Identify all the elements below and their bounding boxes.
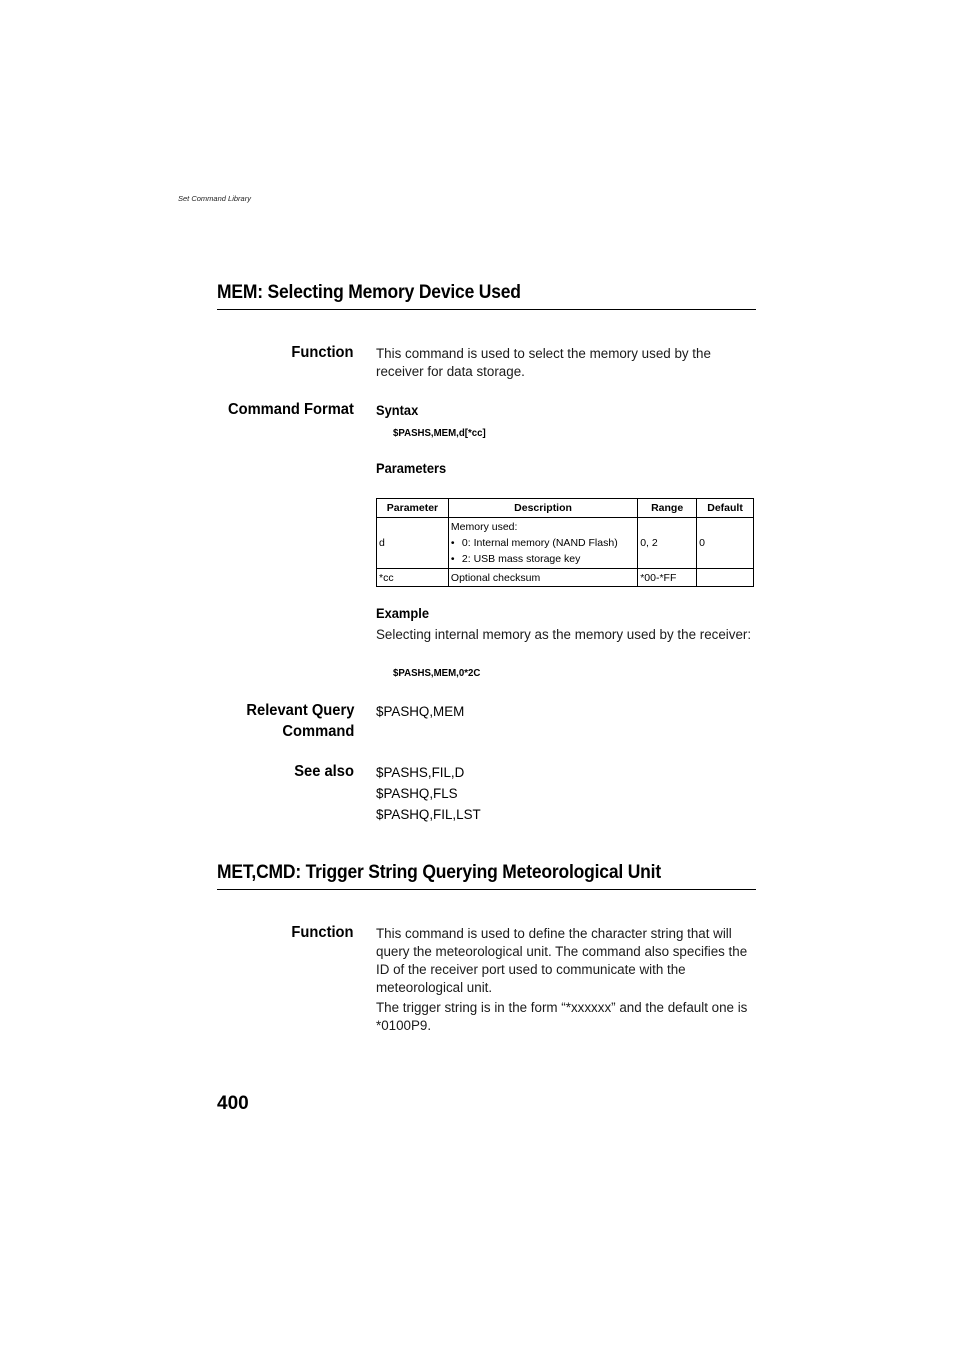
example-code: $PASHS,MEM,0*2C <box>393 667 481 679</box>
relevant-query-label-line: Relevant Query <box>246 702 354 719</box>
description-cell: Optional checksum <box>448 569 637 587</box>
see-also-item: $PASHS,FIL,D <box>376 765 465 780</box>
default-cell: 0 <box>697 518 754 569</box>
see-also-item: $PASHQ,FIL,LST <box>376 807 481 822</box>
running-header: Set Command Library <box>178 194 251 203</box>
page-number: 400 <box>217 1093 249 1114</box>
range-cell: *00-*FF <box>638 569 697 587</box>
function-text: This command is used to define the character string that will query the meteorological unit. The command also specifies the ID of the receiver port used to communicate with the meteorological unit. <box>376 926 748 995</box>
table-header-cell: Range <box>638 499 697 518</box>
section-title-met-cmd: MET,CMD: Trigger String Querying Meteorological Unit <box>217 862 661 883</box>
param-cell: d <box>377 518 449 569</box>
table-header-cell: Parameter <box>377 499 449 518</box>
section-divider <box>217 889 756 890</box>
range-cell: 0, 2 <box>638 518 697 569</box>
syntax-code: $PASHS,MEM,d[*cc] <box>393 427 486 439</box>
table-header-row <box>377 499 754 518</box>
description-title: Memory used: <box>450 521 518 533</box>
parameters-table <box>376 498 754 587</box>
description-cell <box>448 518 637 569</box>
see-also-item: $PASHQ,FLS <box>376 786 458 801</box>
description-bullet: • 2: USB mass storage key <box>451 551 635 567</box>
table-row <box>377 518 754 569</box>
function-label: Function <box>291 924 354 941</box>
table-row <box>377 569 754 587</box>
example-text: Selecting internal memory as the memory used by the receiver: <box>376 627 752 642</box>
section-title-mem: MEM: Selecting Memory Device Used <box>217 282 521 303</box>
syntax-heading: Syntax <box>376 402 419 418</box>
command-format-label: Command Format <box>228 401 354 418</box>
example-heading: Example <box>376 605 429 621</box>
table-header-cell: Default <box>697 499 754 518</box>
see-also-list <box>376 762 481 825</box>
relevant-query-label-line: Command <box>282 723 354 740</box>
table-header-cell: Description <box>448 499 637 518</box>
relevant-query-label <box>246 700 354 742</box>
relevant-query-value: $PASHQ,MEM <box>376 704 465 719</box>
function-label: Function <box>291 344 354 361</box>
parameters-heading: Parameters <box>376 460 447 476</box>
default-cell <box>697 569 754 587</box>
function-text: The trigger string is in the form “*xxxxxx” and the default one is *0100P9. <box>376 1000 748 1033</box>
see-also-label: See also <box>294 763 354 780</box>
section-divider <box>217 309 756 310</box>
description-bullet: • 0: Internal memory (NAND Flash) <box>451 535 635 551</box>
param-cell: *cc <box>377 569 449 587</box>
function-text: This command is used to select the memory used by the receiver for data storage. <box>376 346 711 379</box>
